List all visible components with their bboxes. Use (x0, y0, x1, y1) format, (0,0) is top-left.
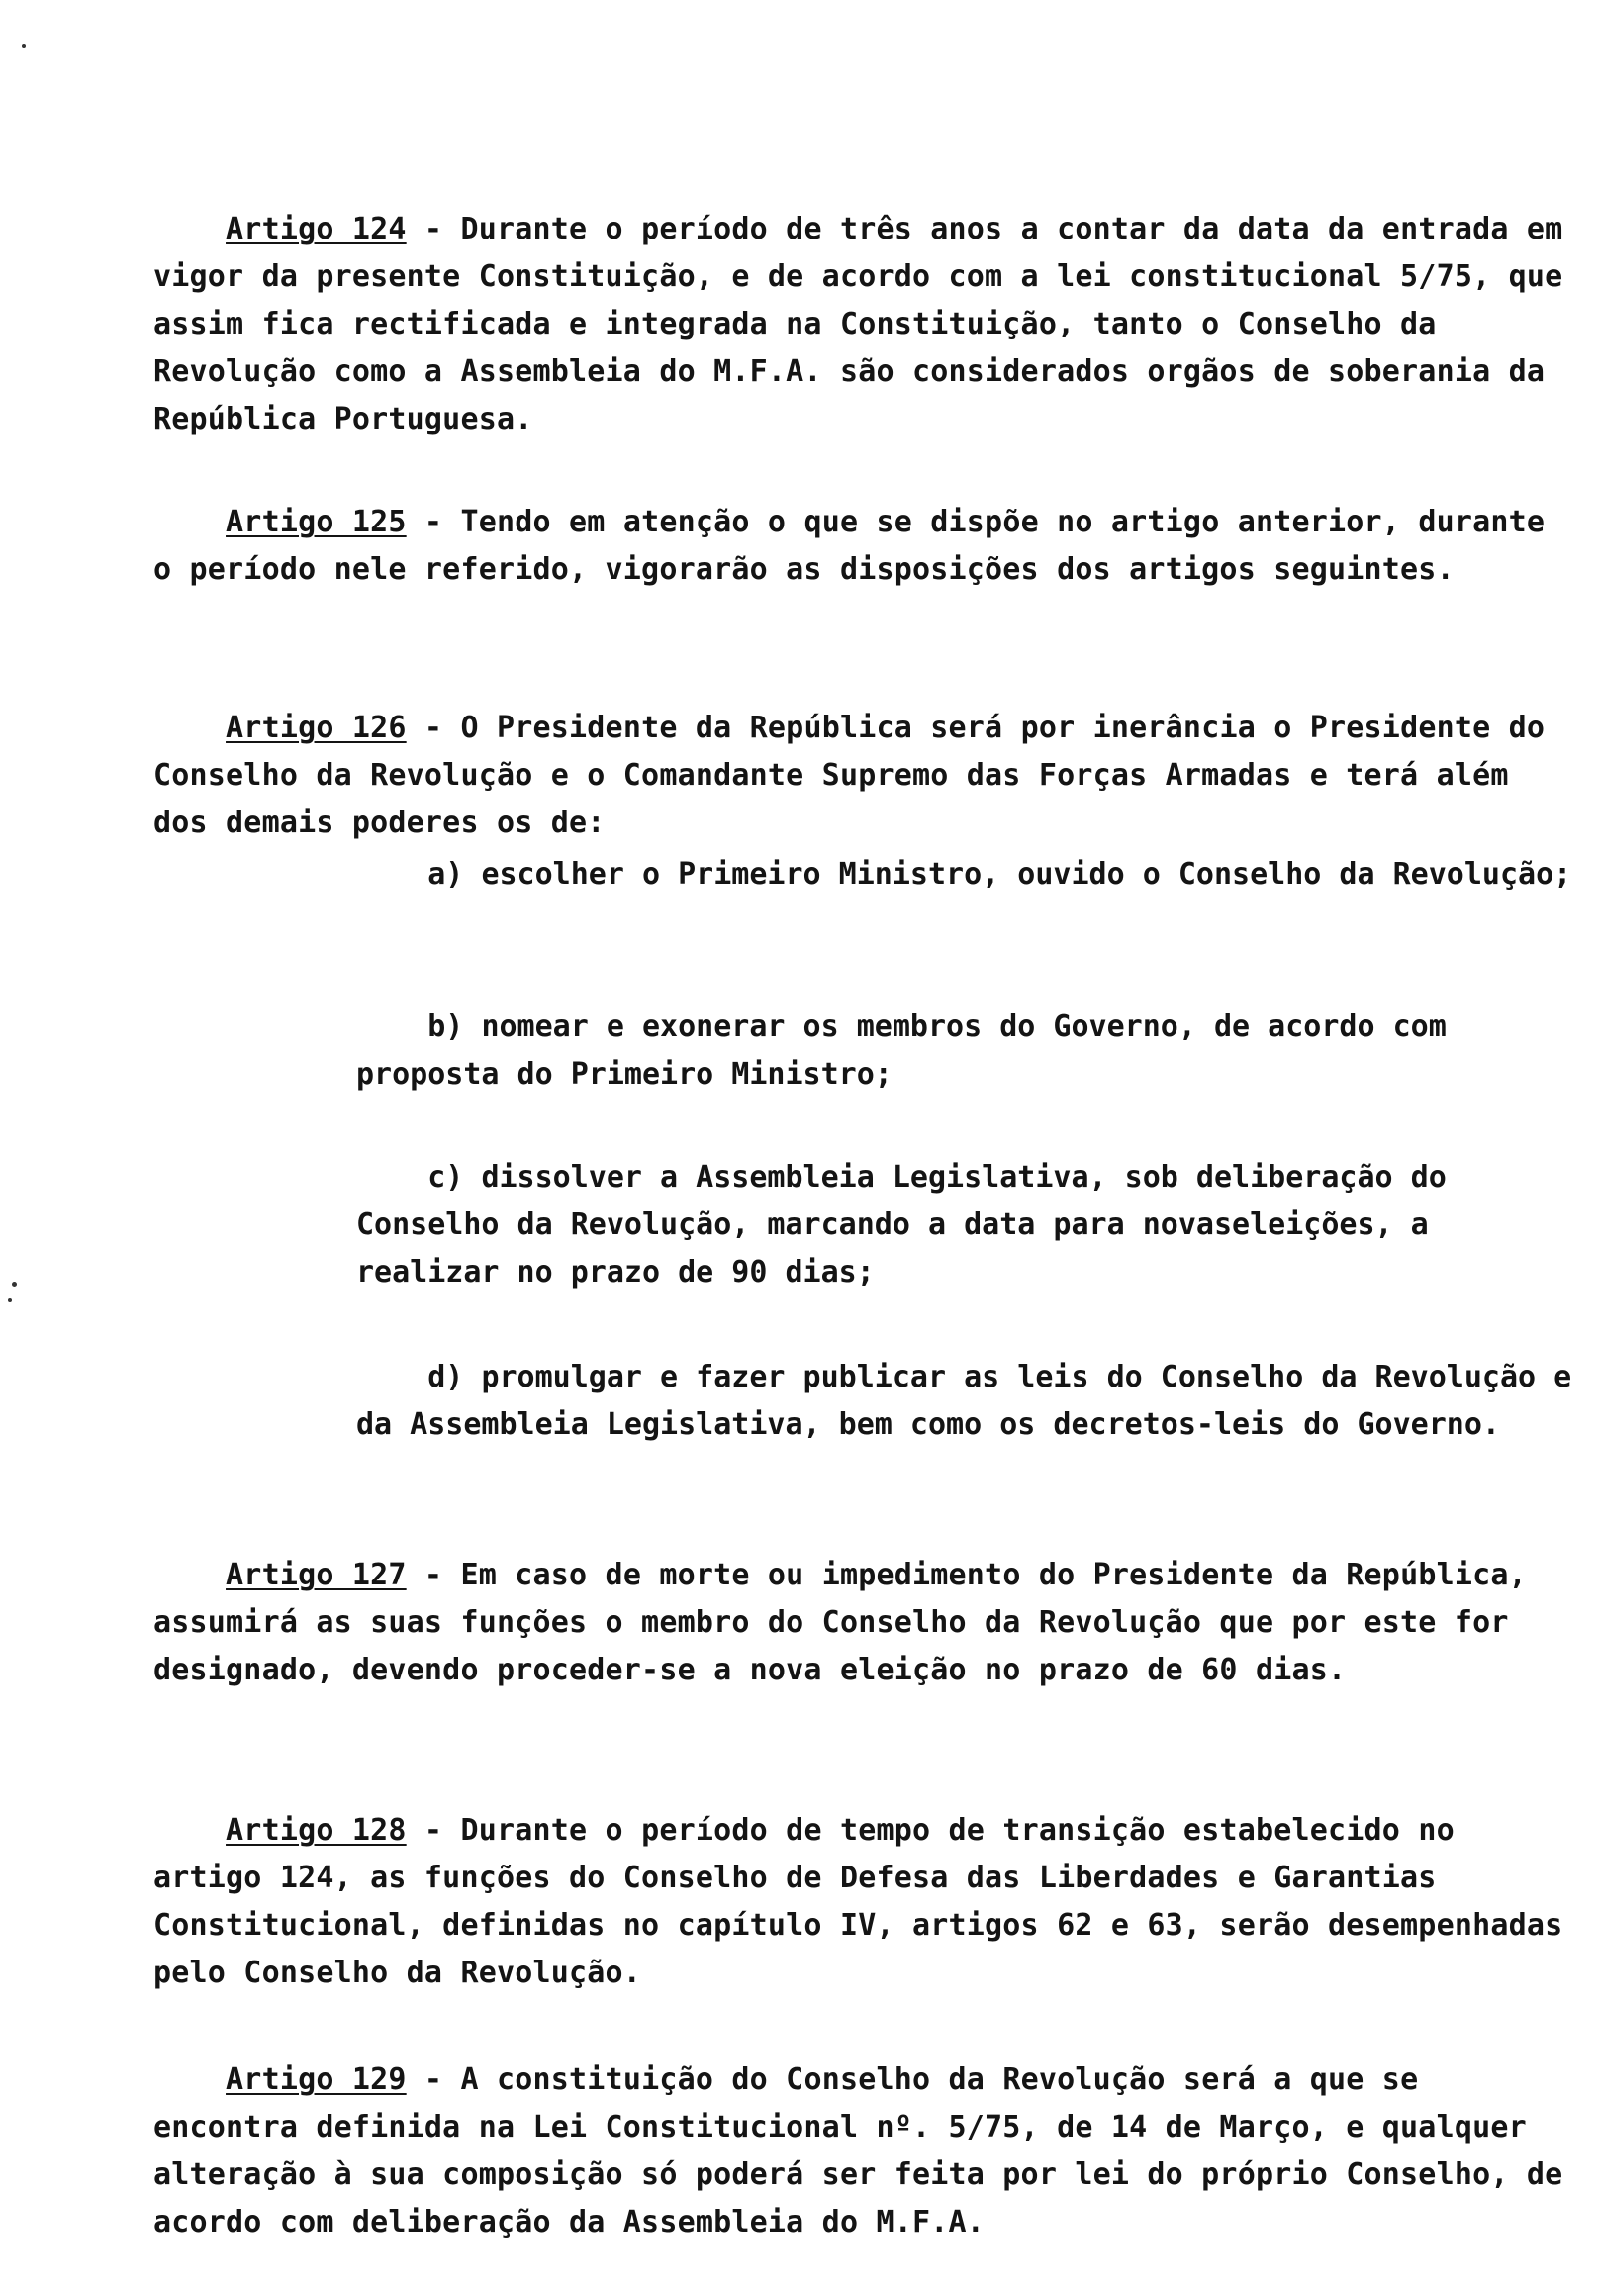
article-label: Artigo 124 (226, 212, 407, 246)
article-127: Artigo 127 - Em caso de morte ou impedimento do Presidente da República, assumirá as suas funções o membro do Conselho da Revolução que por este for designado, devendo proceder-se a nova eleição no prazo de 60 dias. (153, 1558, 1546, 1687)
scan-speck (12, 1282, 17, 1287)
item-marker: d) (427, 1360, 464, 1394)
article-label: Artigo 125 (226, 505, 407, 539)
article-label: Artigo 127 (226, 1558, 407, 1592)
item-marker: c) (427, 1160, 464, 1195)
article-126: Artigo 126 - O Presidente da República será por inerância o Presidente do Conselho da Revolução e o Comandante Supremo das Forças Armadas e terá além dos demais poderes os de: (153, 711, 1563, 840)
item-marker: a) (427, 857, 464, 892)
article-text: Durante o período de três anos a contar da data da entrada em vigor da presente Constituição, e de acordo com a lei constitucional 5/75, que assim fica rectificada e integrada na Constituição, tanto o Conselho da Revolução como a Assembleia do M.F.A. são considerados orgãos de soberania da República Portuguesa. (153, 212, 1581, 436)
item-text: dissolver a Assembleia Legislativa, sob deliberação do Conselho da Revolução, marcando a data para novaseleições, a realizar no prazo de 90 dias; (356, 1160, 1464, 1290)
article-129: Artigo 129 - A constituição do Conselho da Revolução será a que se encontra definida na Lei Constitucional nº. 5/75, de 14 de Março, e qualquer alteração à sua composição só poderá ser feita por lei do próprio Conselho, de acordo com deliberação da Assembleia do M.F.A. (153, 2062, 1581, 2240)
article-label: Artigo 126 (226, 711, 407, 745)
article-text: O Presidente da República será por inerância o Presidente do Conselho da Revolução e o Comandante Supremo das Forças Armadas e terá além dos demais poderes os de: (153, 711, 1563, 840)
article-label: Artigo 128 (226, 1813, 407, 1848)
article-128: Artigo 128 - Durante o período de tempo de transição estabelecido no artigo 124, as funções do Conselho de Defesa das Liberdades e Garantias Constitucional, definidas no capítulo IV, artigos 62 e 63, serão desempenhadas pelo Conselho da Revolução. (153, 1813, 1581, 1990)
item-text: nomear e exonerar os membros do Governo, de acordo com proposta do Primeiro Ministro; (356, 1009, 1464, 1092)
article-126-item-d (356, 1306, 1590, 1496)
item-text: promulgar e fazer publicar as leis do Conselho da Revolução e da Assembleia Legislativa, bem como os decretos-leis do Governo. (356, 1360, 1590, 1442)
article-text: Durante o período de tempo de transição estabelecido no artigo 124, as funções do Conselho de Defesa das Liberdades e Garantias Constitucional, definidas no capítulo IV, artigos 62 e 63, serão desempenhadas pelo Conselho da Revolução. (153, 1813, 1581, 1990)
item-marker: b) (427, 1009, 464, 1044)
article-text: Em caso de morte ou impedimento do Presidente da República, assumirá as suas funções o membro do Conselho da Revolução que por este for designado, devendo proceder-se a nova eleição no prazo de 60 dias. (153, 1558, 1546, 1687)
article-text: A constituição do Conselho da Revolução será a que se encontra definida na Lei Constitucional nº. 5/75, de 14 de Março, e qualquer alteração à sua composição só poderá ser feita por lei do próprio Conselho, de acordo com deliberação da Assembleia do M.F.A. (153, 2062, 1581, 2240)
article-125: Artigo 125 - Tendo em atenção o que se dispõe no artigo anterior, durante o período nele referido, vigorarão as disposições dos artigos seguintes. (153, 505, 1563, 587)
item-text: escolher o Primeiro Ministro, ouvido o Conselho da Revolução; (481, 857, 1572, 892)
article-126-item-a (356, 804, 1583, 946)
scan-speck (8, 1298, 12, 1302)
scan-speck (22, 44, 26, 48)
article-label: Artigo 129 (226, 2062, 407, 2097)
article-124: Artigo 124 - Durante o período de três anos a contar da data da entrada em vigor da presente Constituição, e de acordo com a lei constitucional 5/75, que assim fica rectificada e integrada na Constituição, tanto o Conselho da Revolução como a Assembleia do M.F.A. são considerados orgãos de soberania da República Portuguesa. (153, 212, 1581, 436)
article-text: Tendo em atenção o que se dispõe no artigo anterior, durante o período nele referido, vigorarão as disposições dos artigos seguintes. (153, 505, 1563, 587)
